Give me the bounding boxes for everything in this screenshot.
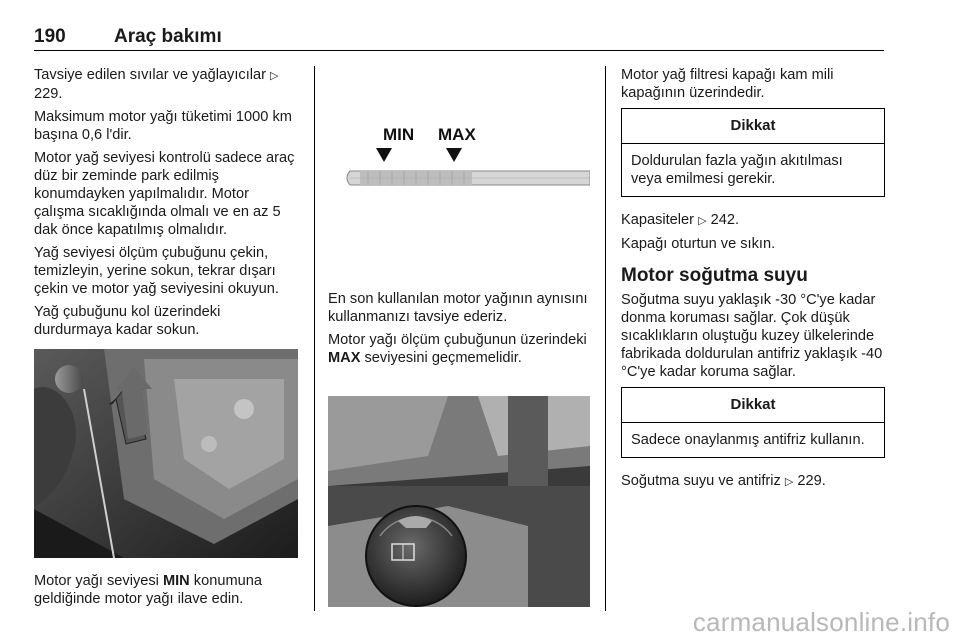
column-2 bbox=[328, 290, 598, 372]
reference-arrow-icon: ▷ bbox=[270, 70, 279, 82]
paragraph-max-level: Motor yağı ölçüm çubuğunun üzerindeki MAX seviyesini geçmemelidir. bbox=[328, 332, 587, 366]
paragraph-insert: Yağ çubuğunu kol üzerindeki durdurmaya kadar sokun. bbox=[34, 304, 221, 338]
notice-box-antifreeze bbox=[621, 387, 885, 458]
column-divider-2 bbox=[605, 66, 606, 611]
paragraph-coolant-reference: Soğutma suyu ve antifriz ▷ 229. bbox=[621, 473, 826, 489]
notice-body: Doldurulan fazla yağın akıtılması veya emilmesi gerekir. bbox=[631, 153, 843, 187]
column-3 bbox=[621, 66, 885, 496]
page-header bbox=[34, 26, 884, 52]
paragraph-fluids: Tavsiye edilen sıvılar ve yağlayıcılar ▷ 229. bbox=[34, 67, 279, 102]
dipstick-max-label: MAX bbox=[438, 125, 476, 144]
header-rule bbox=[34, 50, 884, 51]
engine-dipstick-photo bbox=[34, 349, 298, 558]
column-1 bbox=[34, 66, 300, 344]
chapter-title: Araç bakımı bbox=[114, 26, 222, 47]
page-number: 190 bbox=[34, 26, 66, 47]
oil-filler-cap-photo bbox=[328, 396, 590, 607]
section-heading-coolant: Motor soğutma suyu bbox=[621, 265, 808, 286]
min-label: MIN bbox=[162, 573, 190, 589]
notice-body: Sadece onaylanmış antifriz kullanın. bbox=[631, 432, 865, 448]
paragraph-filter-cap: Motor yağ filtresi kapağı kam mili kapağının üzerindedir. bbox=[621, 67, 834, 101]
column-1-caption bbox=[34, 572, 300, 613]
page-reference-link[interactable]: 229. bbox=[797, 473, 826, 489]
paragraph-dipstick: Yağ seviyesi ölçüm çubuğunu çekin, temizleyin, yerine sokun, tekrar dışarı çekin ve motor yağ seviyesini okuyun. bbox=[34, 245, 279, 297]
watermark: carmanualsonline.info bbox=[692, 607, 950, 637]
max-label: MAX bbox=[328, 350, 361, 366]
notice-title: Dikkat bbox=[622, 388, 884, 423]
paragraph-same-oil: En son kullanılan motor yağının aynısını kullanmanızı tavsiye ederiz. bbox=[328, 291, 588, 325]
paragraph-cap-tighten: Kapağı oturtun ve sıkın. bbox=[621, 236, 776, 252]
paragraph-coolant: Soğutma suyu yaklaşık -30 °C'ye kadar donma koruması sağlar. Çok düşük sıcaklıkların oluştuğu kuzey ülkelerinde fabrikada doldurulan antifriz yaklaşık -40 °C'ye kadar koruma sağlar. bbox=[621, 292, 883, 380]
page-reference-link[interactable]: 229. bbox=[34, 86, 63, 102]
reference-arrow-icon: ▷ bbox=[784, 476, 794, 488]
engine-illustration bbox=[34, 349, 298, 558]
notice-title: Dikkat bbox=[622, 109, 884, 144]
dipstick-min-label: MIN bbox=[383, 125, 415, 144]
paragraph-capacities: Kapasiteler ▷ 242. bbox=[621, 212, 740, 228]
max-arrow-icon bbox=[446, 148, 462, 162]
min-arrow-icon bbox=[376, 148, 392, 162]
page-reference-link[interactable]: 242. bbox=[710, 212, 740, 228]
dipstick-graphic bbox=[328, 70, 590, 275]
reference-arrow-icon: ▷ bbox=[698, 215, 707, 227]
oil-cap-illustration bbox=[328, 396, 590, 607]
caption-min-level: Motor yağı seviyesi MIN konumuna geldiğinde motor yağı ilave edin. bbox=[34, 573, 262, 607]
paragraph-oil-consumption: Maksimum motor yağı tüketimi 1000 km başına 0,6 l'dir. bbox=[34, 109, 292, 143]
notice-box-oil bbox=[621, 108, 885, 197]
paragraph-level-check: Motor yağ seviyesi kontrolü sadece araç düz bir zeminde park edilmiş konumdayken yapılmalıdır. Motor çalışma sıcaklığında olmalı ve en az 5 dak önce kapatılmış olmalıdır. bbox=[34, 150, 295, 238]
column-divider-1 bbox=[314, 66, 315, 611]
dipstick-illustration bbox=[328, 70, 590, 275]
